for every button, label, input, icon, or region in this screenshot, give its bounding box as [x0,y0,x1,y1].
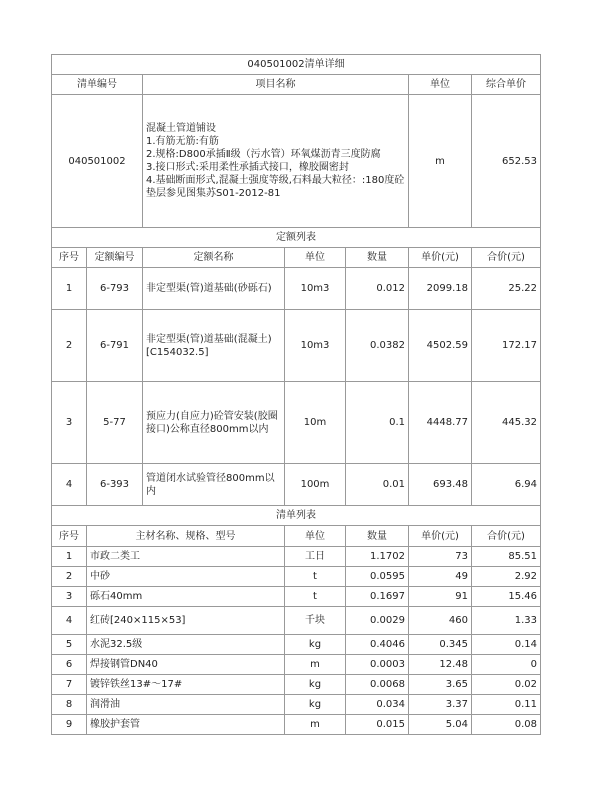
mat-price: 49 [409,567,472,587]
mat-qty: 0.015 [346,715,409,735]
quota-no: 3 [52,382,87,464]
quota-code: 6-793 [87,268,143,310]
quota-col-qty: 数量 [346,248,409,268]
mat-col-no: 序号 [52,526,87,547]
header-code: 清单编号 [52,75,143,95]
mat-total: 0.11 [472,695,541,715]
mat-name: 润滑油 [87,695,285,715]
item-description [143,95,409,228]
mat-col-price: 单价(元) [409,526,472,547]
mat-price: 3.37 [409,695,472,715]
item-desc-line: 混凝土管道铺设 [146,123,216,134]
materials-section-title: 清单列表 [52,506,541,526]
material-row [52,655,541,675]
mat-unit: m [285,655,346,675]
mat-price: 5.04 [409,715,472,735]
item-price: 652.53 [472,95,541,228]
quota-total: 25.22 [472,268,541,310]
material-row [52,715,541,735]
mat-price: 91 [409,587,472,607]
quota-name: 非定型渠(管)道基础(混凝土)[C154032.5] [143,310,285,382]
material-row [52,587,541,607]
quota-price: 4502.59 [409,310,472,382]
quota-code: 6-791 [87,310,143,382]
mat-name: 红砖[240×115×53] [87,607,285,635]
quota-row [52,310,541,382]
bill-detail-table [51,54,541,735]
quota-row [52,382,541,464]
mat-no: 8 [52,695,87,715]
quota-col-no: 序号 [52,248,87,268]
quota-col-total: 合价(元) [472,248,541,268]
mat-name: 市政二类工 [87,547,285,567]
quota-price: 693.48 [409,464,472,506]
mat-unit: 工日 [285,547,346,567]
mat-unit: t [285,587,346,607]
mat-unit: kg [285,635,346,655]
mat-name: 焊接钢管DN40 [87,655,285,675]
quota-col-code: 定额编号 [87,248,143,268]
mat-qty: 0.0068 [346,675,409,695]
mat-unit: 千块 [285,607,346,635]
quota-name: 非定型渠(管)道基础(砂砾石) [143,268,285,310]
mat-total: 0.08 [472,715,541,735]
mat-no: 6 [52,655,87,675]
quota-code: 5-77 [87,382,143,464]
mat-name: 中砂 [87,567,285,587]
mat-qty: 1.1702 [346,547,409,567]
header-name: 项目名称 [143,75,409,95]
quota-unit: 10m3 [285,268,346,310]
quota-total: 6.94 [472,464,541,506]
quota-col-name: 定额名称 [143,248,285,268]
mat-no: 4 [52,607,87,635]
item-code: 040501002 [52,95,143,228]
material-row [52,635,541,655]
quota-code: 6-393 [87,464,143,506]
item-desc-line: 1.有筋无筋:有筋 [146,136,219,147]
mat-name: 镀锌铁丝13#～17# [87,675,285,695]
quota-col-price: 单价(元) [409,248,472,268]
quota-section-title: 定额列表 [52,228,541,248]
mat-qty: 0.034 [346,695,409,715]
header-unit: 单位 [409,75,472,95]
quota-qty: 0.01 [346,464,409,506]
item-desc-line: 3.接口形式:采用柔性承插式接口，橡胶圈密封 [146,162,349,173]
material-row [52,675,541,695]
quota-price: 2099.18 [409,268,472,310]
header-price: 综合单价 [472,75,541,95]
material-row [52,695,541,715]
mat-qty: 0.0029 [346,607,409,635]
mat-total: 15.46 [472,587,541,607]
quota-row [52,268,541,310]
quota-unit: 100m [285,464,346,506]
quota-row [52,464,541,506]
mat-unit: kg [285,695,346,715]
mat-total: 1.33 [472,607,541,635]
quota-unit: 10m3 [285,310,346,382]
quota-no: 2 [52,310,87,382]
mat-total: 85.51 [472,547,541,567]
mat-no: 1 [52,547,87,567]
mat-unit: kg [285,675,346,695]
mat-no: 5 [52,635,87,655]
mat-col-name: 主材名称、规格、型号 [87,526,285,547]
mat-price: 73 [409,547,472,567]
quota-qty: 0.0382 [346,310,409,382]
mat-col-qty: 数量 [346,526,409,547]
material-row [52,547,541,567]
quota-total: 172.17 [472,310,541,382]
mat-total: 0 [472,655,541,675]
mat-qty: 0.4046 [346,635,409,655]
quota-no: 1 [52,268,87,310]
quota-no: 4 [52,464,87,506]
mat-no: 2 [52,567,87,587]
mat-qty: 0.0595 [346,567,409,587]
mat-price: 3.65 [409,675,472,695]
quota-col-unit: 单位 [285,248,346,268]
material-row [52,607,541,635]
mat-col-unit: 单位 [285,526,346,547]
mat-qty: 0.1697 [346,587,409,607]
quota-total: 445.32 [472,382,541,464]
mat-price: 12.48 [409,655,472,675]
table-title: 040501002清单详细 [52,55,541,75]
mat-name: 砾石40mm [87,587,285,607]
mat-total: 2.92 [472,567,541,587]
quota-qty: 0.012 [346,268,409,310]
mat-no: 3 [52,587,87,607]
mat-name: 橡胶护套管 [87,715,285,735]
mat-price: 0.345 [409,635,472,655]
mat-no: 9 [52,715,87,735]
mat-name: 水泥32.5级 [87,635,285,655]
mat-unit: m [285,715,346,735]
mat-col-total: 合价(元) [472,526,541,547]
item-unit: m [409,95,472,228]
quota-name: 管道闭水试验管径800mm以内 [143,464,285,506]
item-desc-line: 4.基础断面形式,混凝土强度等级,石料最大粒径：:180度砼垫层参见图集苏S01-2012-81 [146,175,405,199]
mat-total: 0.14 [472,635,541,655]
quota-price: 4448.77 [409,382,472,464]
mat-no: 7 [52,675,87,695]
item-desc-line: 2.规格:D800承插Ⅱ级（污水管）环氧煤沥青三度防腐 [146,149,381,160]
mat-unit: t [285,567,346,587]
material-row [52,567,541,587]
mat-qty: 0.0003 [346,655,409,675]
mat-total: 0.02 [472,675,541,695]
quota-unit: 10m [285,382,346,464]
quota-qty: 0.1 [346,382,409,464]
mat-price: 460 [409,607,472,635]
quota-name: 预应力(自应力)砼管安装(胶圈接口)公称直径800mm以内 [143,382,285,464]
